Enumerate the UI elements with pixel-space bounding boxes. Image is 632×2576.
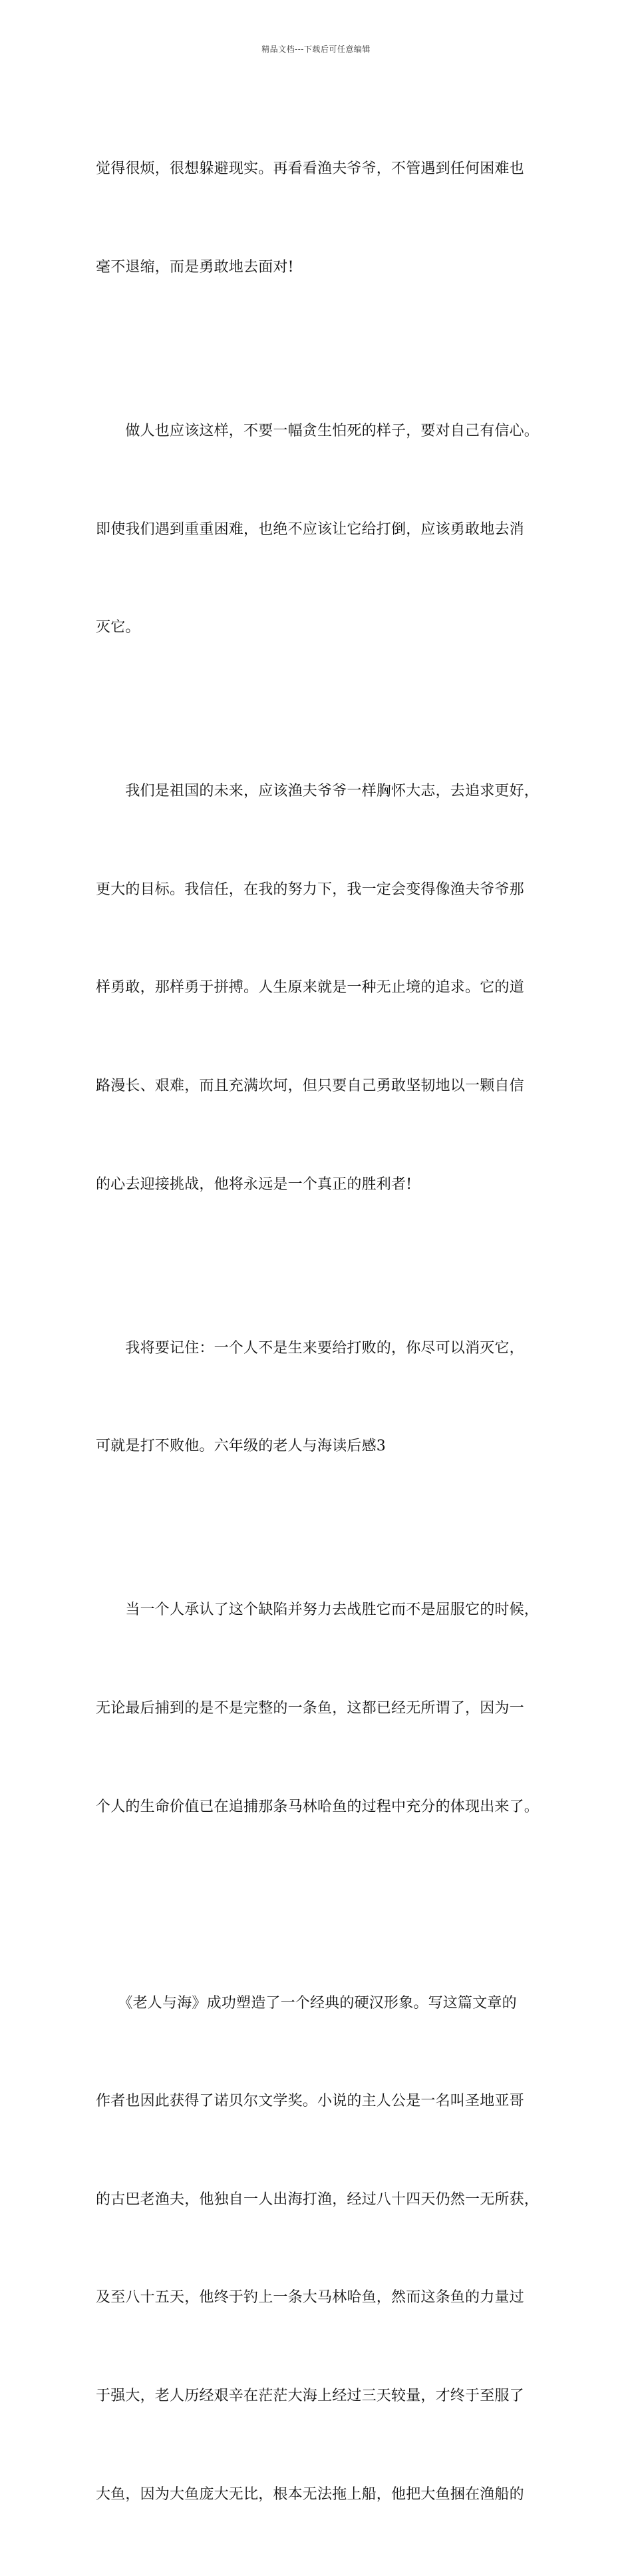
- paragraph-4: [96, 1266, 556, 1528]
- text-line: 于强大，老人历经艰辛在茫茫大海上经过三天较量，才终于至服了: [96, 2388, 524, 2405]
- text-line: 觉得很烦，很想躲避现实。再看看渔夫爷爷，不管遇到任何困难也: [96, 160, 524, 178]
- text-line: 的心去迎接挑战，他将永远是一个真正的胜利者!: [96, 1176, 412, 1193]
- text-line: 无论最后捕到的是不是完整的一条鱼，这都已经无所谓了，因为一: [96, 1699, 524, 1717]
- paragraph-3: [96, 710, 556, 1266]
- paragraph-5: [96, 1528, 556, 1888]
- text-line: 可就是打不败他。六年级的老人与海读后感3: [96, 1438, 386, 1455]
- text-line: 毫不退缩，而是勇敢地去面对!: [96, 259, 294, 276]
- text-line: 即使我们遇到重重困难，也绝不应该让它给打倒，应该勇敢地去消: [96, 521, 524, 538]
- text-line: 样勇敢，那样勇于拼搏。人生原来就是一种无止境的追求。它的道: [96, 979, 524, 996]
- text-line: 作者也因此获得了诺贝尔文学奖。小说的主人公是一名叫圣地亚哥: [96, 2093, 524, 2110]
- text-line: 当一个人承认了这个缺陷并努力去战胜它而不是屈服它的时候，: [96, 1602, 540, 1619]
- paragraph-gap: [96, 1888, 556, 1921]
- text-line: 灭它。: [96, 619, 140, 636]
- document-body: [96, 87, 556, 2576]
- text-line: 《老人与海》成功塑造了一个经典的硬汉形象。写这篇文章的: [96, 1994, 517, 2012]
- text-line: 个人的生命价值已在追捕那条马林哈鱼的过程中充分的体现出来了。: [96, 1798, 540, 1815]
- paragraph-2: [96, 349, 556, 710]
- text-line: 更大的目标。我信任，在我的努力下，我一定会变得像渔夫爷爷那: [96, 881, 524, 898]
- paragraph-6: [96, 1921, 556, 2576]
- text-line: 做人也应该这样，不要一幅贪生怕死的样子，要对自己有信心。: [96, 423, 540, 440]
- text-line: 大鱼，因为大鱼庞大无比，根本无法拖上船，他把大鱼捆在渔船的: [96, 2485, 524, 2503]
- text-line: 路漫长、艰难，而且充满坎坷，但只要自己勇敢坚韧地以一颗自信: [96, 1078, 524, 1095]
- page-header: 精品文档---下载后可任意编辑: [261, 45, 371, 54]
- text-line: 及至八十五天，他终于钓上一条大马林哈鱼，然而这条鱼的力量过: [96, 2289, 524, 2306]
- text-line: 的古巴老渔夫，他独自一人出海打渔，经过八十四天仍然一无所获，: [96, 2191, 540, 2208]
- text-line: 我将要记住：一个人不是生来要给打败的，你尽可以消灭它，: [96, 1339, 524, 1357]
- paragraph-1: [96, 87, 556, 349]
- text-line: 我们是祖国的未来，应该渔夫爷爷一样胸怀大志，去追求更好，: [96, 783, 540, 800]
